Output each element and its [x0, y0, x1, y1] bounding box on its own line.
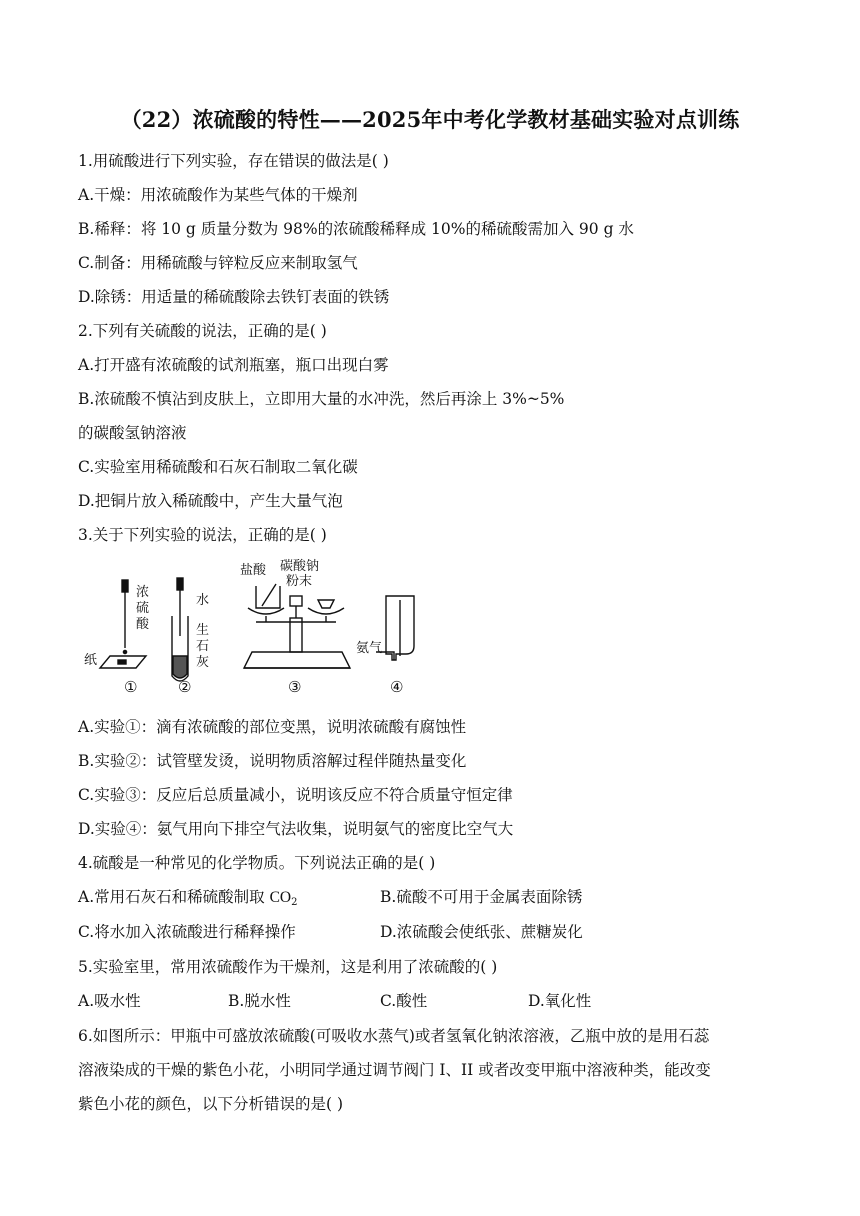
q4-option-c: C.将水加入浓硫酸进行稀释操作 — [78, 923, 296, 941]
label-ammonia: 氨气 — [356, 641, 383, 656]
q4-option-a — [78, 885, 297, 908]
figure-number-3: ③ — [288, 678, 302, 696]
q5-option-a: A.吸水性 — [78, 992, 141, 1010]
q5-stem: 5.实验室里，常用浓硫酸作为干燥剂，这是利用了浓硫酸的( ) — [78, 958, 498, 976]
q5-option-d: D.氧化性 — [528, 992, 592, 1010]
q4-option-d: D.浓硫酸会使纸张、蔗糖炭化 — [380, 923, 583, 941]
label-liu: 硫 — [136, 601, 150, 616]
q6-line-1: 6.如图所示：甲瓶中可盛放浓硫酸(可吸收水蒸气)或者氢氧化钠浓溶液，乙瓶中放的是用石蕊 — [78, 1027, 710, 1045]
q2-option-b-line1: B.浓硫酸不慎沾到皮肤上，立即用大量的水冲洗，然后再涂上 3%~5% — [78, 390, 565, 408]
figure-number-4: ④ — [390, 678, 404, 696]
q1-option-c: C.制备：用稀硫酸与锌粒反应来制取氢气 — [78, 254, 358, 272]
label-sheng: 生 — [196, 623, 210, 638]
page-title: （22）浓硫酸的特性——2025年中考化学教材基础实验对点训练 — [120, 107, 740, 132]
q4-option-a-text: A.常用石灰石和稀硫酸制取 — [78, 888, 270, 906]
experiment-2-test-tube — [172, 578, 188, 681]
q3-option-a: A.实验①：滴有浓硫酸的部位变黑，说明浓硫酸有腐蚀性 — [78, 718, 467, 736]
q1-option-d: D.除锈：用适量的稀硫酸除去铁钉表面的铁锈 — [78, 288, 390, 306]
q4-option-a-formula: CO — [269, 889, 292, 906]
q1-stem: 1.用硫酸进行下列实验，存在错误的做法是( ) — [78, 152, 389, 170]
label-hcl: 盐酸 — [240, 563, 267, 578]
label-water: 水 — [196, 593, 210, 608]
q3-option-d: D.实验④：氨气用向下排空气法收集，说明氨气的密度比空气大 — [78, 820, 514, 838]
q2-option-d: D.把铜片放入稀硫酸中，产生大量气泡 — [78, 492, 343, 510]
figure-number-1: ① — [124, 678, 138, 696]
q2-option-a: A.打开盛有浓硫酸的试剂瓶塞，瓶口出现白雾 — [78, 356, 389, 374]
label-suan: 酸 — [136, 617, 150, 632]
experiment-3-balance — [244, 584, 350, 668]
q6-line-3: 紫色小花的颜色，以下分析错误的是( ) — [78, 1095, 344, 1113]
q2-stem: 2.下列有关硫酸的说法，正确的是( ) — [78, 322, 327, 340]
q5-option-b: B.脱水性 — [228, 992, 291, 1010]
q3-option-b: B.实验②：试管壁发烫，说明物质溶解过程伴随热量变化 — [78, 752, 467, 770]
q2-option-c: C.实验室用稀硫酸和石灰石制取二氧化碳 — [78, 458, 358, 476]
q3-experiment-figure — [80, 556, 440, 700]
q6-line-2: 溶液染成的干燥的紫色小花，小明同学通过调节阀门 I、II 或者改变甲瓶中溶液种类，能改变 — [78, 1061, 711, 1079]
label-nong: 浓 — [136, 585, 150, 600]
q4-option-b: B.硫酸不可用于金属表面除锈 — [380, 888, 583, 906]
label-powder: 粉末 — [286, 574, 313, 589]
label-paper: 纸 — [84, 653, 98, 668]
q1-option-a: A.干燥：用浓硫酸作为某些气体的干燥剂 — [78, 186, 358, 204]
q2-option-b-line2: 的碳酸氢钠溶液 — [78, 424, 187, 442]
q5-option-c: C.酸性 — [380, 992, 428, 1010]
q3-stem: 3.关于下列实验的说法，正确的是( ) — [78, 526, 327, 544]
q4-stem: 4.硫酸是一种常见的化学物质。下列说法正确的是( ) — [78, 854, 436, 872]
figure-number-2: ② — [178, 678, 192, 696]
label-shi: 石 — [196, 639, 210, 654]
label-na2co3: 碳酸钠 — [280, 559, 320, 574]
q4-option-a-subscript: 2 — [291, 897, 298, 908]
label-hui: 灰 — [196, 655, 210, 670]
q3-option-c: C.实验③：反应后总质量减小，说明该反应不符合质量守恒定律 — [78, 786, 513, 804]
q1-option-b: B.稀释：将 10 g 质量分数为 98%的浓硫酸稀释成 10%的稀硫酸需加入 90 g 水 — [78, 220, 634, 238]
